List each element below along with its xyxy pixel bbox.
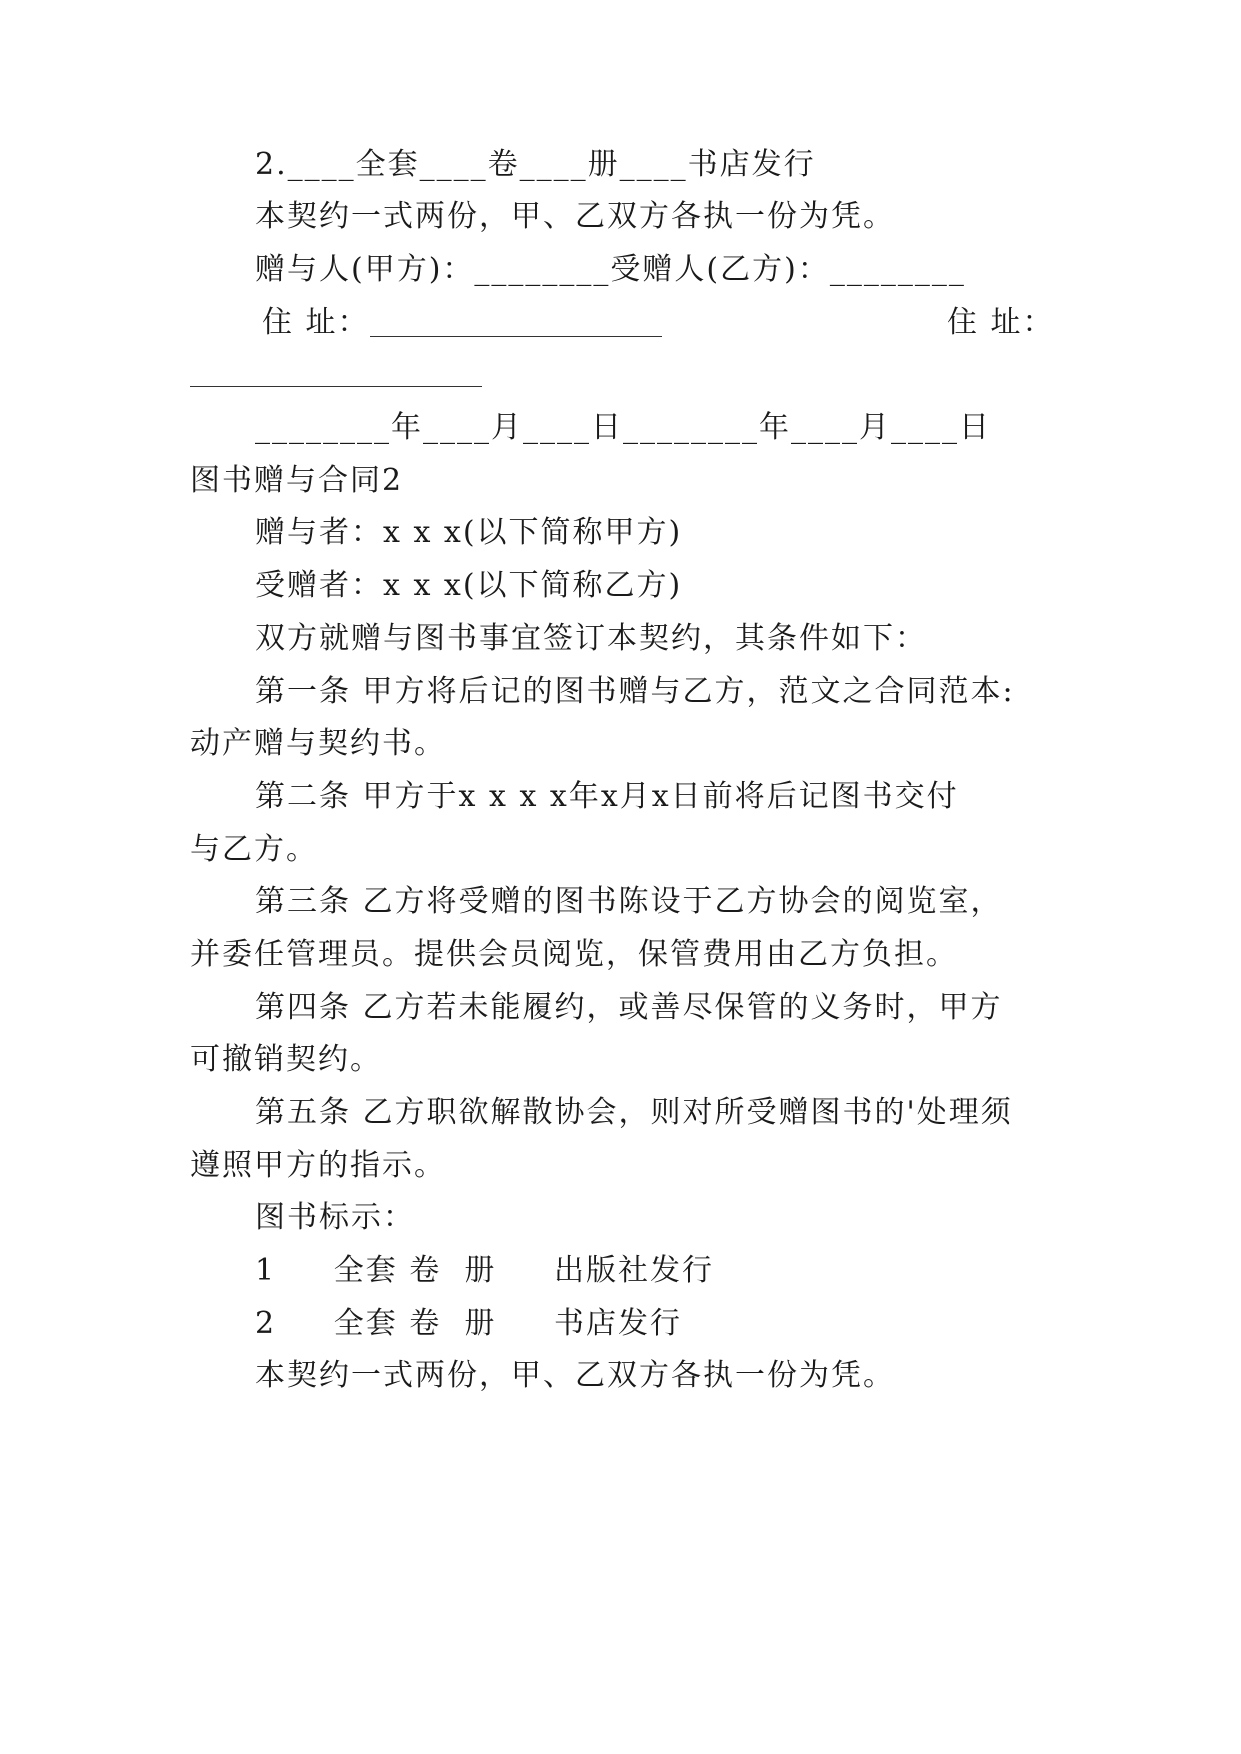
books-label: 图书标示：	[255, 1200, 415, 1235]
book-item-2: 2 全套 卷 册 书店发行	[255, 1306, 683, 1341]
address-blank-right	[190, 386, 482, 387]
article-1-line-1: 第一条 甲方将后记的图书赠与乙方，范文之合同范本:	[255, 674, 1015, 709]
contract-title: 图书赠与合同2	[190, 463, 404, 498]
article-1-line-2: 动产赠与契约书。	[190, 726, 446, 761]
book-item-2-line: 2.____全套____卷____册____书店发行	[255, 147, 816, 182]
article-3-line-2: 并委任管理员。提供会员阅览，保管费用由乙方负担。	[190, 937, 958, 972]
copies-clause-2: 本契约一式两份，甲、乙双方各执一份为凭。	[255, 1358, 895, 1393]
donee-line: 受赠者：x x x(以下简称乙方)	[255, 568, 683, 603]
article-4-line-1: 第四条 乙方若未能履约，或善尽保管的义务时，甲方	[255, 990, 1003, 1025]
intro-line: 双方就赠与图书事宜签订本契约，其条件如下：	[255, 621, 927, 656]
article-4-line-2: 可撤销契约。	[190, 1042, 382, 1077]
signers-line: 赠与人(甲方)：________受赠人(乙方)：________	[255, 252, 966, 287]
book-item-1: 1 全套 卷 册 出版社发行	[255, 1253, 715, 1288]
date-line: ________年____月____日________年____月____日	[255, 410, 991, 445]
address-label-left: 住 址：	[262, 305, 370, 340]
address-label-right: 住 址：	[947, 305, 1055, 340]
donor-line: 赠与者：x x x(以下简称甲方)	[255, 515, 683, 550]
article-2-line-1: 第二条 甲方于x x x x年x月x日前将后记图书交付	[255, 779, 959, 814]
copies-clause: 本契约一式两份，甲、乙双方各执一份为凭。	[255, 199, 895, 234]
article-3-line-1: 第三条 乙方将受赠的图书陈设于乙方协会的阅览室，	[255, 884, 1003, 919]
address-blank-left	[370, 336, 662, 337]
article-5-line-2: 遵照甲方的指示。	[190, 1148, 446, 1183]
article-2-line-2: 与乙方。	[190, 832, 318, 867]
article-5-line-1: 第五条 乙方职欲解散协会，则对所受赠图书的'处理须	[255, 1095, 1013, 1130]
